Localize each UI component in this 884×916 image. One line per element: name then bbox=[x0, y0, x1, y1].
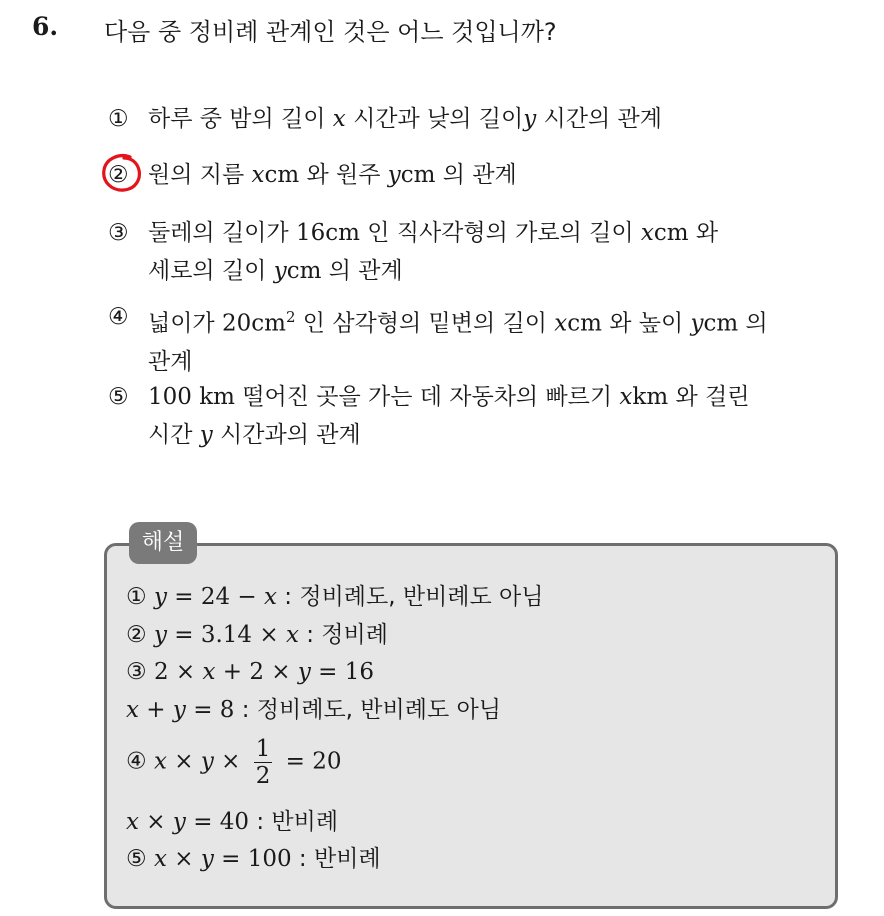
sol-text: : 정비례도, 반비례도 아님 bbox=[276, 584, 544, 610]
unit: cm bbox=[653, 220, 689, 246]
math-var: y bbox=[172, 697, 186, 723]
unit: cm bbox=[567, 310, 602, 337]
sol-num: ④ bbox=[126, 748, 154, 775]
sol-num: ① bbox=[126, 584, 154, 610]
solution-line-6 bbox=[126, 806, 338, 838]
math-var: x bbox=[264, 584, 277, 610]
solution-line-7 bbox=[126, 843, 381, 875]
question-text: 다음 중 정비례 관계인 것은 어느 것입니까? bbox=[104, 18, 557, 46]
math-var: x bbox=[153, 846, 167, 872]
choice-text: 시간 bbox=[148, 422, 200, 448]
choice-text: 세로의 길이 bbox=[148, 258, 274, 284]
choice-number: ④ bbox=[108, 304, 129, 330]
choice-text: 인 직사각형의 가로의 길이 bbox=[359, 220, 641, 246]
choice-text: 하루 중 밤의 길이 bbox=[148, 106, 333, 132]
solution-line-2 bbox=[126, 619, 388, 651]
choice-text: 넓이가 bbox=[148, 310, 222, 337]
choice-2[interactable] bbox=[108, 156, 517, 194]
sol-text: : 반비례 bbox=[249, 809, 339, 835]
math-var: x bbox=[126, 809, 139, 835]
choice-text: 인 삼각형의 밑변의 길이 bbox=[295, 310, 555, 337]
answer-circle-icon bbox=[100, 152, 144, 194]
choice-text: 와 높이 bbox=[601, 310, 691, 337]
choice-text: 와 원주 bbox=[299, 162, 388, 188]
math-var: y bbox=[200, 846, 214, 872]
choice-5[interactable] bbox=[108, 378, 749, 454]
math-text: = 40 bbox=[185, 809, 250, 835]
math-var: x bbox=[202, 659, 216, 685]
sol-text: : 정비례도, 반비례도 아님 bbox=[234, 697, 501, 723]
solution-line-3 bbox=[126, 656, 374, 688]
math-text: + 2 × bbox=[215, 659, 298, 685]
choice-number: ③ bbox=[108, 220, 129, 246]
math-text: = 8 bbox=[185, 697, 235, 723]
number: 100 bbox=[148, 384, 192, 410]
fraction-denominator: 2 bbox=[255, 763, 271, 789]
unit: cm bbox=[264, 162, 300, 188]
choice-number: ② bbox=[108, 162, 129, 188]
math-text: × bbox=[166, 748, 201, 775]
math-var: x bbox=[640, 220, 654, 246]
math-text: = 16 bbox=[310, 659, 375, 685]
choice-text: 와 bbox=[688, 220, 719, 246]
unit: km bbox=[191, 384, 235, 410]
math-var: y bbox=[172, 809, 186, 835]
math-text: = 24 − bbox=[166, 584, 264, 610]
unit: cm bbox=[703, 310, 739, 337]
math-var: y bbox=[153, 622, 167, 648]
choice-1[interactable] bbox=[108, 100, 662, 138]
sol-num: ② bbox=[126, 622, 154, 648]
math-text: × bbox=[166, 846, 201, 872]
solution-line-1 bbox=[126, 581, 543, 613]
unit: cm bbox=[251, 310, 286, 337]
math-text: 2 × bbox=[153, 659, 203, 685]
math-var: x bbox=[619, 384, 633, 410]
sol-text: : 정비례 bbox=[298, 622, 388, 648]
math-var: x bbox=[285, 622, 299, 648]
choice-text: 둘레의 길이가 bbox=[148, 220, 296, 246]
math-text: = 20 bbox=[278, 748, 342, 775]
solution-line-4 bbox=[126, 694, 501, 726]
choice-text: 시간과 낮의 길이 bbox=[345, 106, 524, 132]
math-var: y bbox=[387, 162, 401, 188]
math-var: y bbox=[690, 310, 704, 337]
choice-text: 의 관계 bbox=[321, 258, 403, 284]
choice-text: 시간과의 관계 bbox=[212, 422, 361, 448]
fraction bbox=[254, 736, 273, 789]
math-text: = 100 bbox=[213, 846, 292, 872]
solution-tab: 해설 bbox=[129, 522, 197, 564]
math-var: y bbox=[200, 748, 214, 775]
math-var: y bbox=[153, 584, 167, 610]
choice-text: 원의 지름 bbox=[148, 162, 252, 188]
choice-text: 시간의 관계 bbox=[536, 106, 662, 132]
math-var: y bbox=[523, 106, 537, 132]
math-var: y bbox=[199, 422, 213, 448]
math-var: y bbox=[273, 258, 287, 284]
unit: cm bbox=[400, 162, 436, 188]
math-text: × bbox=[213, 748, 248, 775]
solution-line-5 bbox=[126, 736, 342, 789]
choice-4[interactable] bbox=[108, 298, 768, 381]
math-var: x bbox=[554, 310, 568, 337]
fraction-numerator: 1 bbox=[255, 736, 271, 762]
unit: cm bbox=[286, 258, 322, 284]
question-number: 6. bbox=[32, 12, 59, 41]
math-var: x bbox=[332, 106, 346, 132]
choice-text: 의 관계 bbox=[435, 162, 517, 188]
choice-number: ① bbox=[108, 106, 129, 132]
number: 20 bbox=[221, 310, 252, 337]
unit: km bbox=[632, 384, 669, 410]
math-var: x bbox=[126, 697, 139, 723]
math-text: + bbox=[138, 697, 173, 723]
math-var: y bbox=[297, 659, 311, 685]
sol-text: : 반비례 bbox=[291, 846, 381, 872]
math-text: = 3.14 × bbox=[166, 622, 286, 648]
unit: 16cm bbox=[295, 220, 360, 246]
choice-number: ⑤ bbox=[108, 384, 129, 410]
sol-num: ⑤ bbox=[126, 846, 154, 872]
math-var: x bbox=[153, 748, 167, 775]
choice-text: 관계 bbox=[148, 348, 193, 375]
choice-text: 의 bbox=[738, 310, 768, 337]
math-var: x bbox=[251, 162, 265, 188]
choice-text: 떨어진 곳을 가는 데 자동차의 빠르기 bbox=[234, 384, 620, 410]
choice-3[interactable] bbox=[108, 214, 718, 290]
choice-text: 와 걸린 bbox=[668, 384, 750, 410]
sol-num: ③ bbox=[126, 659, 154, 685]
superscript: 2 bbox=[285, 308, 296, 326]
math-text: × bbox=[138, 809, 173, 835]
